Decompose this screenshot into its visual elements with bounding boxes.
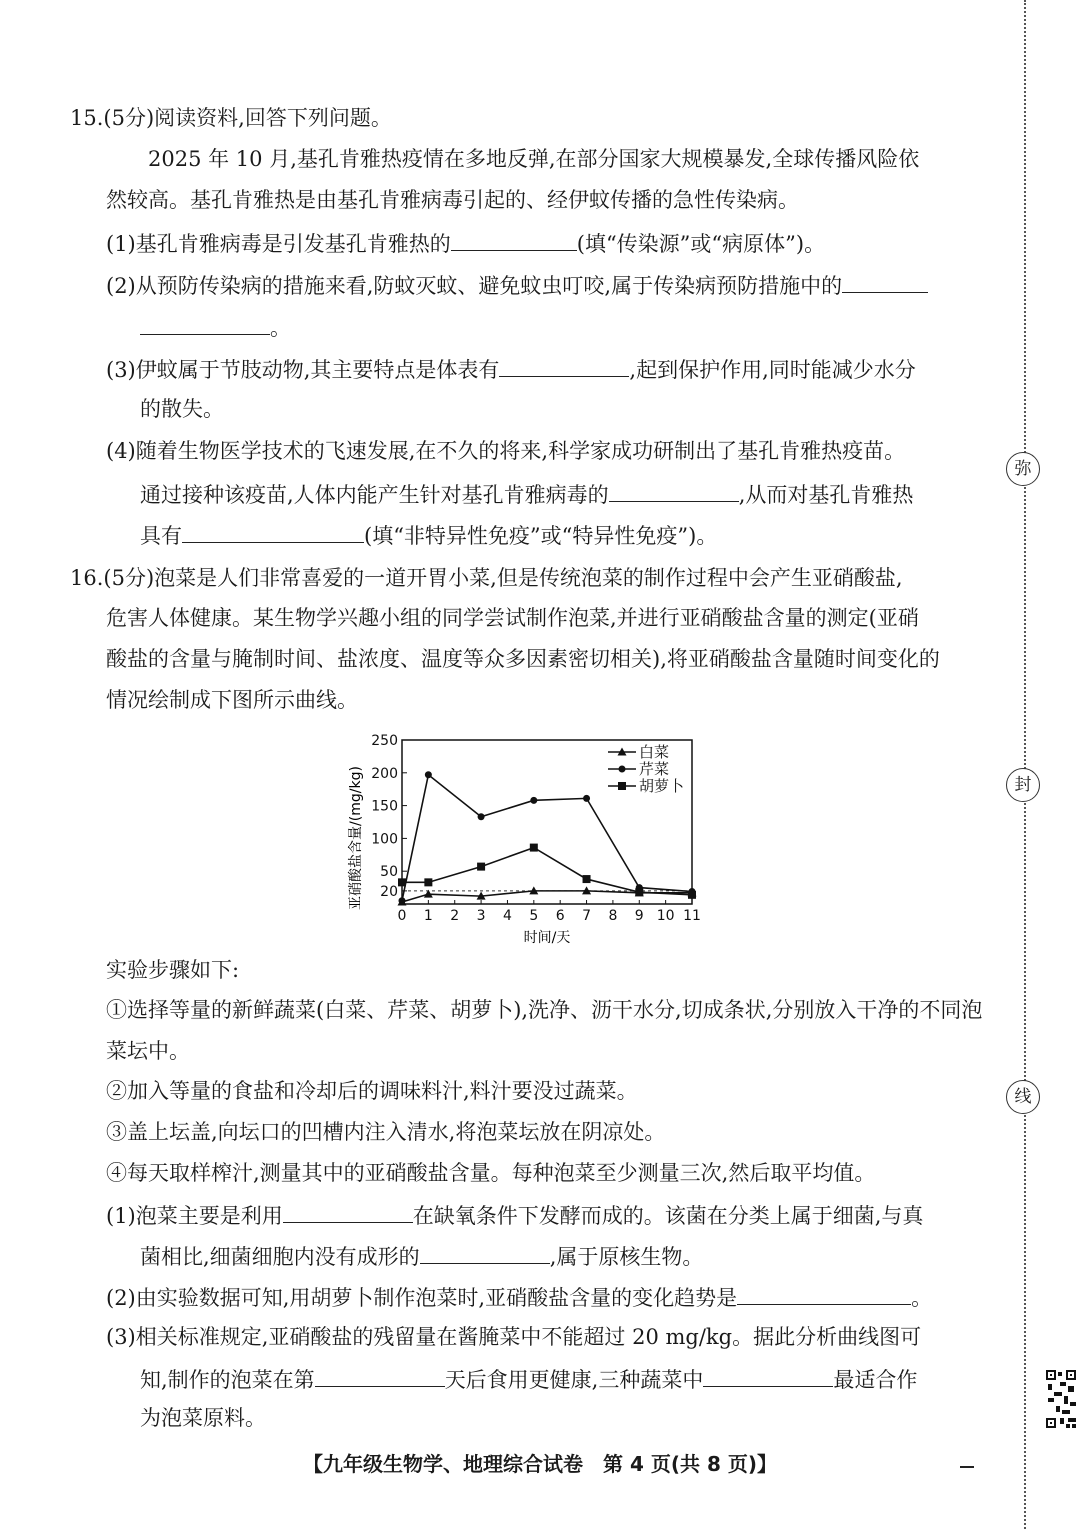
q15-sub4-blank-b[interactable] <box>182 520 364 543</box>
q15-sub2-blank-b[interactable] <box>140 312 270 335</box>
q15-sub4-text: 通过接种该疫苗,人体内能产生针对基孔肯雅病毒的 <box>140 483 609 507</box>
q15-sub1-text: (1)基孔肯雅病毒是引发基孔肯雅热的 <box>106 232 451 256</box>
step-3: ③盖上坛盖,向坛口的凹槽内注入清水,将泡菜坛放在阴凉处。 <box>106 1120 666 1144</box>
y-tick-label: 200 <box>371 765 398 782</box>
chart-plot-area <box>371 733 701 924</box>
legend-marker-1 <box>619 766 626 773</box>
x-tick-label: 5 <box>529 908 539 924</box>
series-point-1 <box>399 897 406 904</box>
q16-sub3-blank-a[interactable] <box>315 1364 445 1387</box>
q15-sub2-cont <box>140 312 291 342</box>
q15-sub4-prefix: 具有 <box>140 524 182 548</box>
q15-sub2-text: (2)从预防传染病的措施来看,防蚊灭蚊、避免蚊虫叮咬,属于传染病预防措施中的 <box>106 274 843 298</box>
q16-sub1-text: (1)泡菜主要是利用 <box>106 1204 283 1228</box>
x-tick-label: 4 <box>502 908 512 924</box>
q16-stem-1: 16.(5分)泡菜是人们非常喜爱的一道开胃小菜,但是传统泡菜的制作过程中会产生亚硝酸盐, <box>70 566 903 590</box>
q16-sub2-blank[interactable] <box>737 1282 911 1305</box>
q16-sub1-end: ,属于原核生物。 <box>549 1245 704 1269</box>
q15-sub4-line2 <box>140 479 913 509</box>
qr-code-icon <box>1044 1368 1078 1430</box>
q16-sub3-line2 <box>140 1364 917 1394</box>
y-tick-label: 100 <box>371 831 398 848</box>
q16-stem-4: 情况绘制成下图所示曲线。 <box>106 688 358 712</box>
y-tick-label: 20 <box>380 883 398 900</box>
q15-para-1: 2025 年 10 月,基孔肯雅热疫情在多地反弹,在部分国家大规模暴发,全球传播风险依 <box>148 147 920 171</box>
q15-sub4-blank-a[interactable] <box>609 479 739 502</box>
step-1: ①选择等量的新鲜蔬菜(白菜、芹菜、胡萝卜),洗净、沥干水分,切成条状,分别放入干净的不同泡 <box>106 998 983 1022</box>
legend-label-0: 白菜 <box>639 743 670 761</box>
footer-dash <box>960 1466 974 1468</box>
x-tick-label: 3 <box>476 908 486 924</box>
series-point-1 <box>583 795 590 802</box>
q15-sub2-blank-a[interactable] <box>842 270 928 293</box>
step-2: ②加入等量的食盐和冷却后的调味料汁,料汁要没过蔬菜。 <box>106 1079 638 1103</box>
legend-label-1: 芹菜 <box>639 760 670 778</box>
series-point-2 <box>424 878 432 886</box>
seal-xian: 线 <box>1006 1080 1040 1114</box>
series-point-2 <box>530 844 538 852</box>
q15-sub3-text: (3)伊蚊属于节肢动物,其主要特点是体表有 <box>106 358 500 382</box>
x-tick-label: 9 <box>634 908 644 924</box>
x-tick-label: 1 <box>423 908 433 924</box>
q15-sub4-rest: ,从而对基孔肯雅热 <box>738 483 914 507</box>
y-tick-label: 50 <box>380 864 398 881</box>
step-1-cont: 菜坛中。 <box>106 1039 190 1063</box>
series-point-2 <box>635 888 643 896</box>
q16-stem-3: 酸盐的含量与腌制时间、盐浓度、温度等众多因素密切相关),将亚硝酸盐含量随时间变化的 <box>106 647 940 671</box>
x-tick-label: 10 <box>656 908 675 924</box>
q16-sub1 <box>106 1200 923 1230</box>
chart-svg <box>340 728 720 953</box>
q15-sub3 <box>106 354 916 384</box>
q15-para-2: 然较高。基孔肯雅热是由基孔肯雅病毒引起的、经伊蚊传播的急性传染病。 <box>106 188 799 212</box>
q16-sub1-blank-b[interactable] <box>420 1241 550 1264</box>
q15-stem: 15.(5分)阅读资料,回答下列问题。 <box>70 106 392 130</box>
q15-sub2-end: 。 <box>270 316 291 340</box>
series-point-2 <box>477 863 485 871</box>
series-point-2 <box>398 878 406 886</box>
x-tick-label: 7 <box>582 908 592 924</box>
x-tick-label: 0 <box>397 908 407 924</box>
y-tick-label: 150 <box>371 798 398 815</box>
x-tick-label: 2 <box>450 908 460 924</box>
x-tick-label: 11 <box>683 908 701 924</box>
q15-sub4-line3 <box>140 520 717 550</box>
series-point-1 <box>478 813 485 820</box>
q16-sub1-cont <box>140 1241 703 1271</box>
x-tick-label: 8 <box>608 908 618 924</box>
q15-sub1-blank[interactable] <box>451 228 577 251</box>
binding-line <box>1024 0 1026 1529</box>
legend-marker-2 <box>618 782 626 790</box>
q15-sub2 <box>106 270 928 300</box>
q16-sub1-rest: 在缺氧条件下发酵而成的。该菌在分类上属于细菌,与真 <box>412 1204 924 1228</box>
legend-label-2: 胡萝卜 <box>639 777 685 795</box>
q15-sub1-hint: (填“传染源”或“病原体”)。 <box>576 232 826 256</box>
q15-sub1 <box>106 228 825 258</box>
q16-sub1-blank-a[interactable] <box>283 1200 413 1223</box>
q16-sub3-mid: 天后食用更健康,三种蔬菜中 <box>444 1368 704 1392</box>
x-tick-label: 6 <box>555 908 565 924</box>
q16-stem-2: 危害人体健康。某生物学兴趣小组的同学尝试制作泡菜,并进行亚硝酸盐含量的测定(亚硝 <box>106 606 919 630</box>
q16-sub1-text2: 菌相比,细菌细胞内没有成形的 <box>140 1245 420 1269</box>
series-point-1 <box>425 771 432 778</box>
q16-sub2 <box>106 1282 932 1312</box>
series-point-2 <box>688 891 696 899</box>
y-tick-label: 250 <box>371 733 398 749</box>
page-footer: 【九年级生物学、地理综合试卷 第 4 页(共 8 页)】 <box>303 1452 777 1476</box>
chart-ylabel: 亚硝酸盐含量/(mg/kg) <box>348 766 364 910</box>
step-4: ④每天取样榨汁,测量其中的亚硝酸盐含量。每种泡菜至少测量三次,然后取平均值。 <box>106 1161 876 1185</box>
q16-sub3-line3: 为泡菜原料。 <box>140 1406 266 1430</box>
series-point-1 <box>530 797 537 804</box>
q15-sub3-cont: 的散失。 <box>140 397 224 421</box>
q15-sub3-blank[interactable] <box>499 354 629 377</box>
chart-xlabel: 时间/天 <box>523 930 571 946</box>
q15-sub3-rest: ,起到保护作用,同时能减少水分 <box>629 358 916 382</box>
q16-sub3-blank-b[interactable] <box>703 1364 833 1387</box>
q15-sub4: (4)随着生物医学技术的飞速发展,在不久的将来,科学家成功研制出了基孔肯雅热疫苗。 <box>106 439 906 463</box>
q16-sub3-rest: 最适合作 <box>833 1368 918 1392</box>
nitrite-chart <box>340 728 720 953</box>
steps-title: 实验步骤如下: <box>106 958 240 982</box>
series-point-2 <box>583 875 591 883</box>
seal-feng: 封 <box>1006 768 1040 802</box>
q15-sub4-hint: (填“非特异性免疫”或“特异性免疫”)。 <box>364 524 718 548</box>
q16-sub3: (3)相关标准规定,亚硝酸盐的残留量在酱腌菜中不能超过 20 mg/kg。据此分析曲线图可 <box>106 1325 922 1349</box>
q16-sub2-text: (2)由实验数据可知,用胡萝卜制作泡菜时,亚硝酸盐含量的变化趋势是 <box>106 1286 738 1310</box>
q16-sub3-text: 知,制作的泡菜在第 <box>140 1368 315 1392</box>
q16-sub2-end: 。 <box>911 1286 933 1310</box>
seal-mi: 弥 <box>1006 452 1040 486</box>
